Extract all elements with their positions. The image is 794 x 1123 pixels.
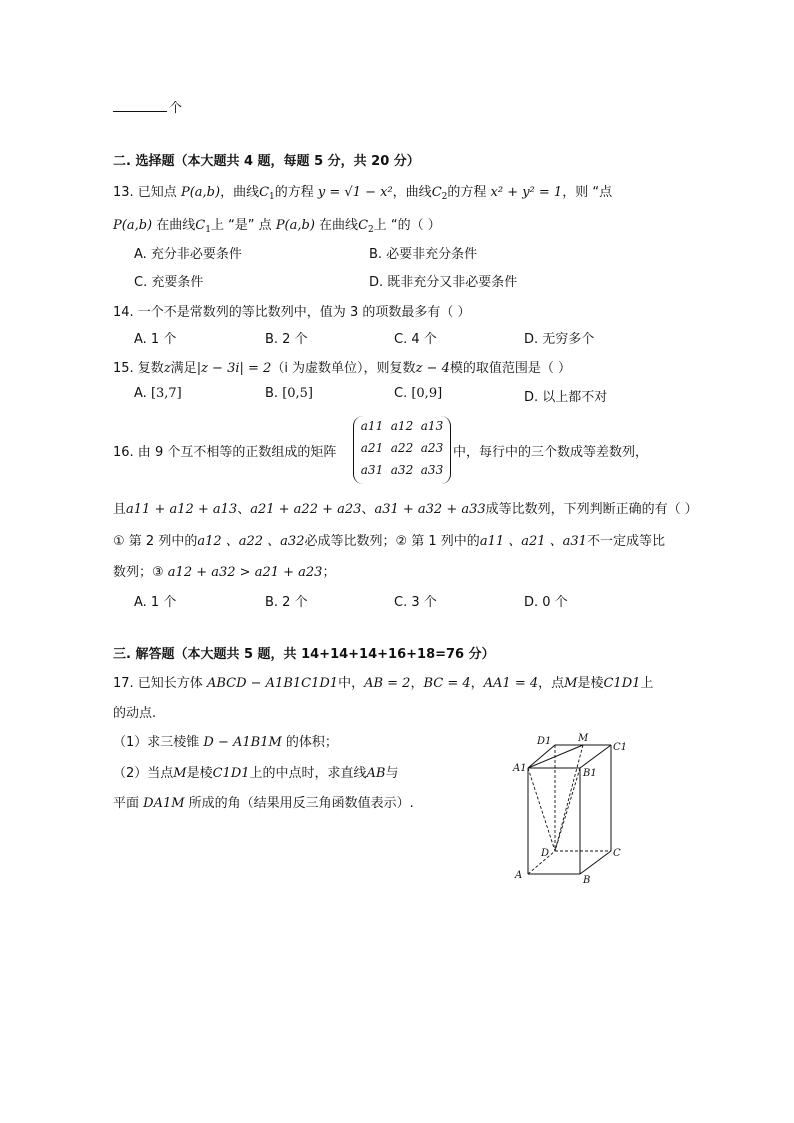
q14-option-c[interactable]: C. 4 个 [394, 332, 437, 347]
matrix-cell: a13 [420, 419, 444, 433]
q13-line2: P(a,b) 在曲线$C_1$上 “是” 点 P(a,b) 在曲线$C_2$上 “的（ ） [113, 218, 441, 235]
q16-line2: 且a11 + a12 + a13、a21 + a22 + a23、a31 + a32 + a33成等比数列，下列判断正确的有（ ） [113, 502, 698, 517]
label-m: M [578, 733, 589, 744]
q16-option-b[interactable]: B. 2 个 [265, 595, 308, 610]
q15-option-b[interactable]: B. [0,5] [265, 386, 314, 401]
matrix-cell: a23 [420, 441, 444, 455]
label-c1: C1 [613, 742, 628, 753]
q16-matrix [353, 416, 451, 484]
cuboid-name: ABCD − A1B1C1D1 [206, 676, 339, 691]
q16-stem-part1: 16. 由 9 个互不相等的正数组成的矩阵 [113, 445, 337, 460]
q15-stem: 15. 复数z满足|z − 3i| = 2（i 为虚数单位），则复数z − 4模的取值范围是（ ） [113, 361, 571, 376]
equation-c1: y = √1 − x² [317, 185, 393, 200]
q16-option-d[interactable]: D. 0 个 [524, 595, 568, 610]
statement-3-inequality: a12 + a32 > a21 + a23 [167, 565, 323, 580]
row1-sum: a11 + a12 + a13 [126, 502, 238, 517]
q17-part2-line1: （2）当点M是棱C1D1上的中点时，求直线AB与 [113, 766, 399, 781]
q17-line2: 的动点. [113, 706, 157, 721]
cuboid-figure [505, 728, 655, 888]
equation-c2: x² + y² = 1 [490, 185, 563, 200]
q14-option-a[interactable]: A. 1 个 [134, 332, 177, 347]
label-d: D [541, 848, 550, 859]
q17-part2-line2: 平面 DA1M 所成的角（结果用反三角函数值表示）. [113, 796, 414, 811]
q15-option-d[interactable]: D. 以上都不对 [524, 390, 608, 405]
section2-heading: 二. 选择题（本大题共 4 题，每题 5 分，共 20 分） [113, 154, 420, 169]
label-a: A [515, 870, 523, 881]
q17-part1: （1）求三棱锥 D − A1B1M 的体积； [113, 735, 338, 750]
blank-tail-text: 个 [169, 101, 183, 116]
q16-option-c[interactable]: C. 3 个 [394, 595, 437, 610]
q14-option-b[interactable]: B. 2 个 [265, 332, 308, 347]
q16-stem-part2: 中，每行中的三个数成等差数列， [453, 445, 649, 460]
q16-line4: 数列；③ a12 + a32 > a21 + a23； [113, 565, 336, 580]
matrix-cell: a32 [390, 463, 414, 477]
answer-blank [113, 101, 167, 112]
q16-option-a[interactable]: A. 1 个 [134, 595, 177, 610]
matrix-cell: a21 [360, 441, 384, 455]
q14-option-d[interactable]: D. 无穷多个 [524, 332, 595, 347]
q16-line3: ① 第 2 列中的a12 、a22 、a32必成等比数列；② 第 1 列中的a11 、a21 、a31不一定成等比 [113, 534, 665, 549]
q13-option-c[interactable]: C. 充要条件 [134, 275, 204, 290]
q15-option-c[interactable]: C. [0,9] [394, 386, 443, 401]
label-b: B [583, 875, 591, 886]
matrix-cell: a33 [420, 463, 444, 477]
q17-line1: 17. 已知长方体 ABCD − A1B1C1D1中，AB = 2，BC = 4，AA1 = 4，点M是棱C1D1上 [113, 676, 654, 691]
q13-line1: 13. 已知点 P(a,b)，曲线$C_1$的方程 y = √1 − x²，曲线$C_2$的方程 x² + y² = 1，则 “点 [113, 185, 613, 202]
q13-option-d[interactable]: D. 既非充分又非必要条件 [369, 275, 518, 290]
q13-option-b[interactable]: B. 必要非充分条件 [369, 247, 478, 262]
matrix-cell: a12 [390, 419, 414, 433]
row3-sum: a31 + a32 + a33 [374, 502, 486, 517]
label-c: C [613, 848, 621, 859]
q13-option-a[interactable]: A. 充分非必要条件 [134, 247, 242, 262]
fill-blank-line [113, 97, 182, 116]
label-b1: B1 [583, 768, 597, 779]
modulus-condition: |z − 3i| = 2 [196, 361, 272, 376]
section3-heading: 三. 解答题（本大题共 5 题，共 14+14+14+16+18=76 分） [113, 647, 495, 662]
row2-sum: a21 + a22 + a23 [250, 502, 362, 517]
matrix-cell: a22 [390, 441, 414, 455]
label-a1: A1 [513, 763, 527, 774]
matrix-cell: a31 [360, 463, 384, 477]
q14-stem: 14. 一个不是常数列的等比数列中，值为 3 的项数最多有（ ） [113, 305, 471, 320]
matrix-cell: a11 [360, 419, 384, 433]
point-p: P(a,b) [180, 185, 221, 200]
q15-option-a[interactable]: A. [3,7] [134, 386, 182, 401]
label-d1: D1 [537, 736, 552, 747]
